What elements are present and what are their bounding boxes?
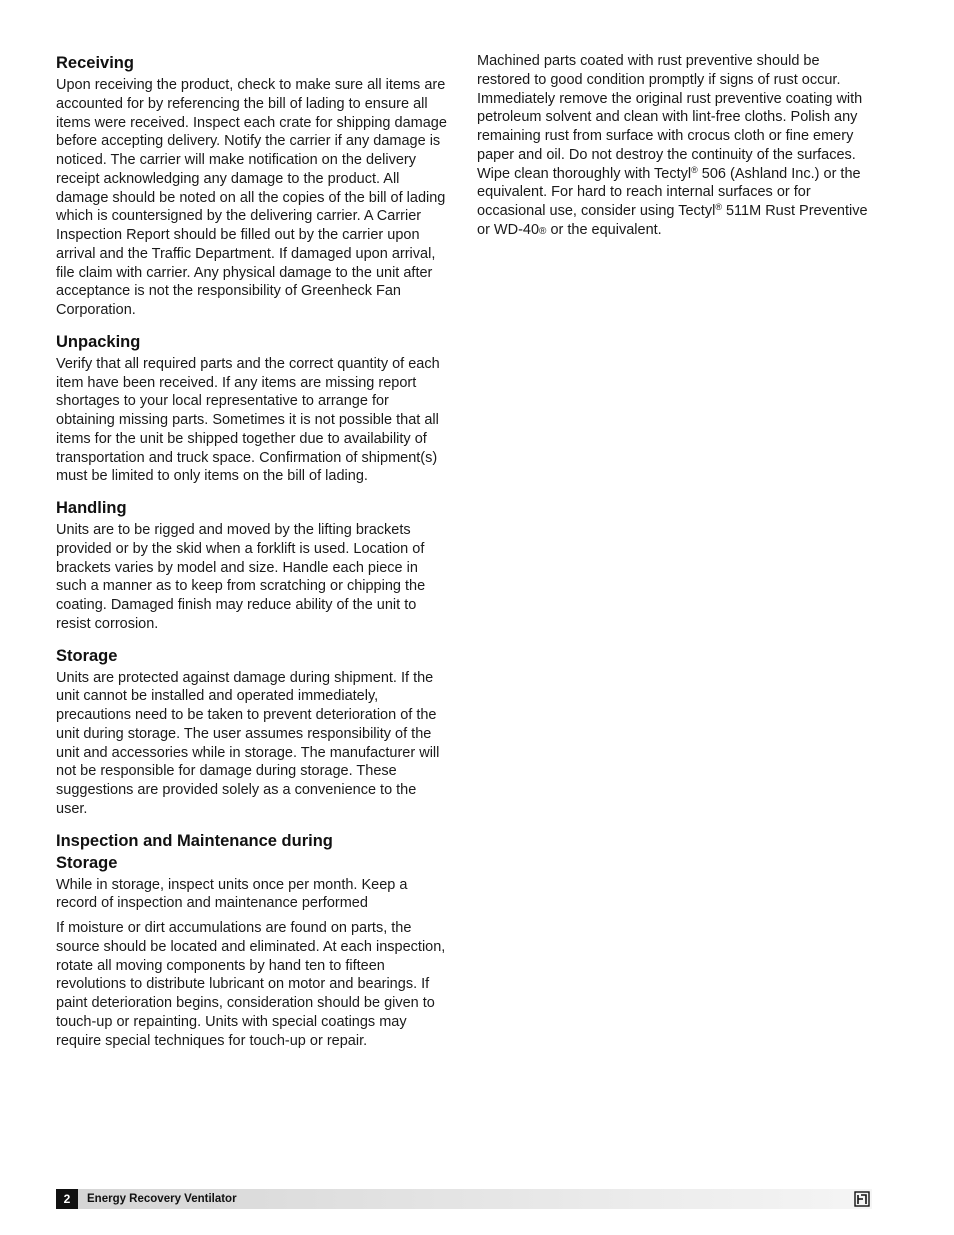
unpacking-heading: Unpacking [56, 332, 141, 351]
storage-section [56, 645, 450, 819]
registered-mark: ® [715, 202, 722, 212]
registered-mark: ® [691, 164, 698, 175]
rust-text-4: or the equivalent. [546, 221, 662, 238]
rust-paragraph [477, 52, 869, 242]
greenheck-logo-icon [854, 1191, 870, 1207]
receiving-paragraph: Upon receiving the product, check to make sure all items are accounted for by referencing the bill of lading to ensure all items were received. Inspect each crate for shipping damage before accepting delivery. Notify the carrier if any damage is noticed. The carrier will make notification on the delivery receipt acknowledging any damage to the product. All damage should be noted on all the copies of the bill of lading which is countersigned by the delivering carrier. A Carrier Inspection Report should be filled out by the carrier upon arrival and the Traffic Department. If damaged upon arrival, file claim with carrier. Any physical damage to the unit after acceptance is not the responsibility of Greenheck Fan Corporation. [56, 77, 447, 318]
unpacking-paragraph: Verify that all required parts and the correct quantity of each item have been received. If any items are missing report shortages to your local representative to arrange for obtaining missing parts. Sometimes it is not possible that all items for the unit be shipped together due to availability of transportation and truck space. Confirmation of shipment(s) must be limited to only items on the bill of lading. [56, 355, 440, 485]
handling-heading: Handling [56, 499, 127, 517]
left-column [56, 52, 450, 1061]
handling-section [56, 497, 450, 634]
unpacking-section [56, 331, 450, 486]
storage-paragraph: Units are protected against damage during shipment. If the unit cannot be installed and operated immediately, precautions need to be taken to prevent deterioration of the unit during storage. The user assumes responsibility of the unit and accessories while in storage. The manufacturer will not be responsible for damage during storage. These suggestions are provided solely as a convenience to the user. [56, 669, 440, 817]
handling-paragraph: Units are to be rigged and moved by the lifting brackets provided or by the skid when a forklift is used. Location of brackets varies by model and size. Handle each piece in such a manner as to keep from scratching or chipping the coating. Damaged finish may reduce ability of the unit to resist corrosion. [56, 522, 426, 632]
rust-text-3: 511M Rust Preventive or WD-40 [477, 203, 868, 238]
inspection-paragraph-1: While in storage, inspect units once per month. Keep a record of inspection and maintenance performed [56, 876, 408, 912]
footer-title: Energy Recovery Ventilator [87, 1193, 237, 1205]
page-footer [56, 1189, 872, 1209]
storage-heading: Storage [56, 646, 118, 665]
rust-text-2: 506 (Ashland Inc.) or the equivalent. For hard to reach internal surfaces or for occasional use, consider using Tectyl [477, 165, 861, 219]
inspection-section [56, 830, 450, 1051]
receiving-heading: Receiving [56, 54, 134, 72]
receiving-section [56, 52, 450, 320]
right-column [477, 52, 869, 253]
rust-text-1: Machined parts coated with rust preventive should be restored to good condition promptly if signs of rust occur. Immediately remove the original rust preventive coating with petroleum solvent and clean with lint-free cloths. Polish any remaining rust from surface with crocus cloth or fine emery paper and oil. Do not destroy the continuity of the surfaces. Wipe clean thoroughly with Tectyl [477, 53, 863, 182]
inspection-paragraph-2: If moisture or dirt accumulations are found on parts, the source should be located and eliminated. At each inspection, rotate all moving components by hand ten to fifteen revolutions to distribute lubricant on motor and bearings. If paint deterioration begins, consideration should be given to touch-up or repainting. Units with special coatings may require special techniques for touch-up or repair. [56, 920, 446, 1049]
inspection-heading: Inspection and Maintenance during Storage [56, 831, 333, 872]
registered-mark: ® [539, 225, 547, 237]
page-number: 2 [56, 1189, 78, 1209]
